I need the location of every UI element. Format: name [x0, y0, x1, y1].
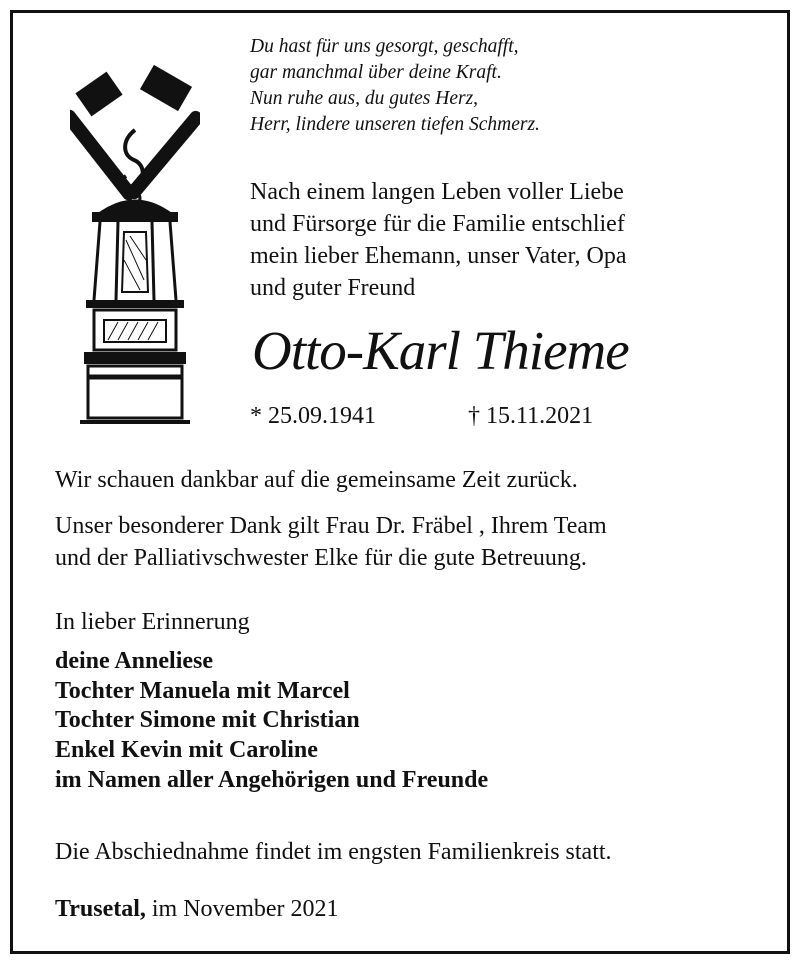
mourner-line: deine Anneliese [55, 648, 214, 674]
intro-text [250, 176, 626, 304]
intro-line: und Fürsorge für die Familie entschlief [250, 211, 625, 237]
thanks-line: und der Palliativschwester Elke für die gute Betreuung. [55, 545, 587, 571]
poem-line: Nun ruhe aus, du gutes Herz, [250, 88, 479, 109]
birth-date: * 25.09.1941 [250, 403, 376, 429]
mourner-line: Enkel Kevin mit Caroline [55, 737, 318, 763]
signoff [55, 893, 339, 925]
mourner-line: Tochter Manuela mit Marcel [55, 678, 350, 704]
death-date: † 15.11.2021 [468, 403, 594, 429]
signoff-date: im November 2021 [145, 896, 339, 922]
mourner-line: im Namen aller Angehörigen und Freunde [55, 767, 489, 793]
gratitude-line: Wir schauen dankbar auf die gemeinsame Zeit zurück. [55, 467, 578, 493]
mourner-line: Tochter Simone mit Christian [55, 707, 360, 733]
poem-line: gar manchmal über deine Kraft. [250, 62, 502, 83]
poem-line: Herr, lindere unseren tiefen Schmerz. [250, 114, 540, 135]
memory-heading: In lieber Erinnerung [55, 609, 250, 635]
intro-line: und guter Freund [250, 275, 416, 301]
hammer-and-pick-icon [70, 65, 200, 203]
miners-emblem-icon [70, 60, 200, 430]
deceased-name: Otto-Karl Thieme [252, 320, 629, 381]
farewell-notice: Die Abschiednahme findet im engsten Familienkreis statt. [55, 839, 612, 865]
signoff-place: Trusetal, [55, 896, 146, 922]
intro-line: mein lieber Ehemann, unser Vater, Opa [250, 243, 627, 269]
poem-line: Du hast für uns gesorgt, geschafft, [250, 36, 519, 57]
intro-line: Nach einem langen Leben voller Liebe [250, 179, 624, 205]
thanks-line: Unser besonderer Dank gilt Frau Dr. Fräbel , Ihrem Team [55, 513, 607, 539]
miners-lamp-icon [80, 130, 190, 422]
poem [250, 34, 540, 138]
